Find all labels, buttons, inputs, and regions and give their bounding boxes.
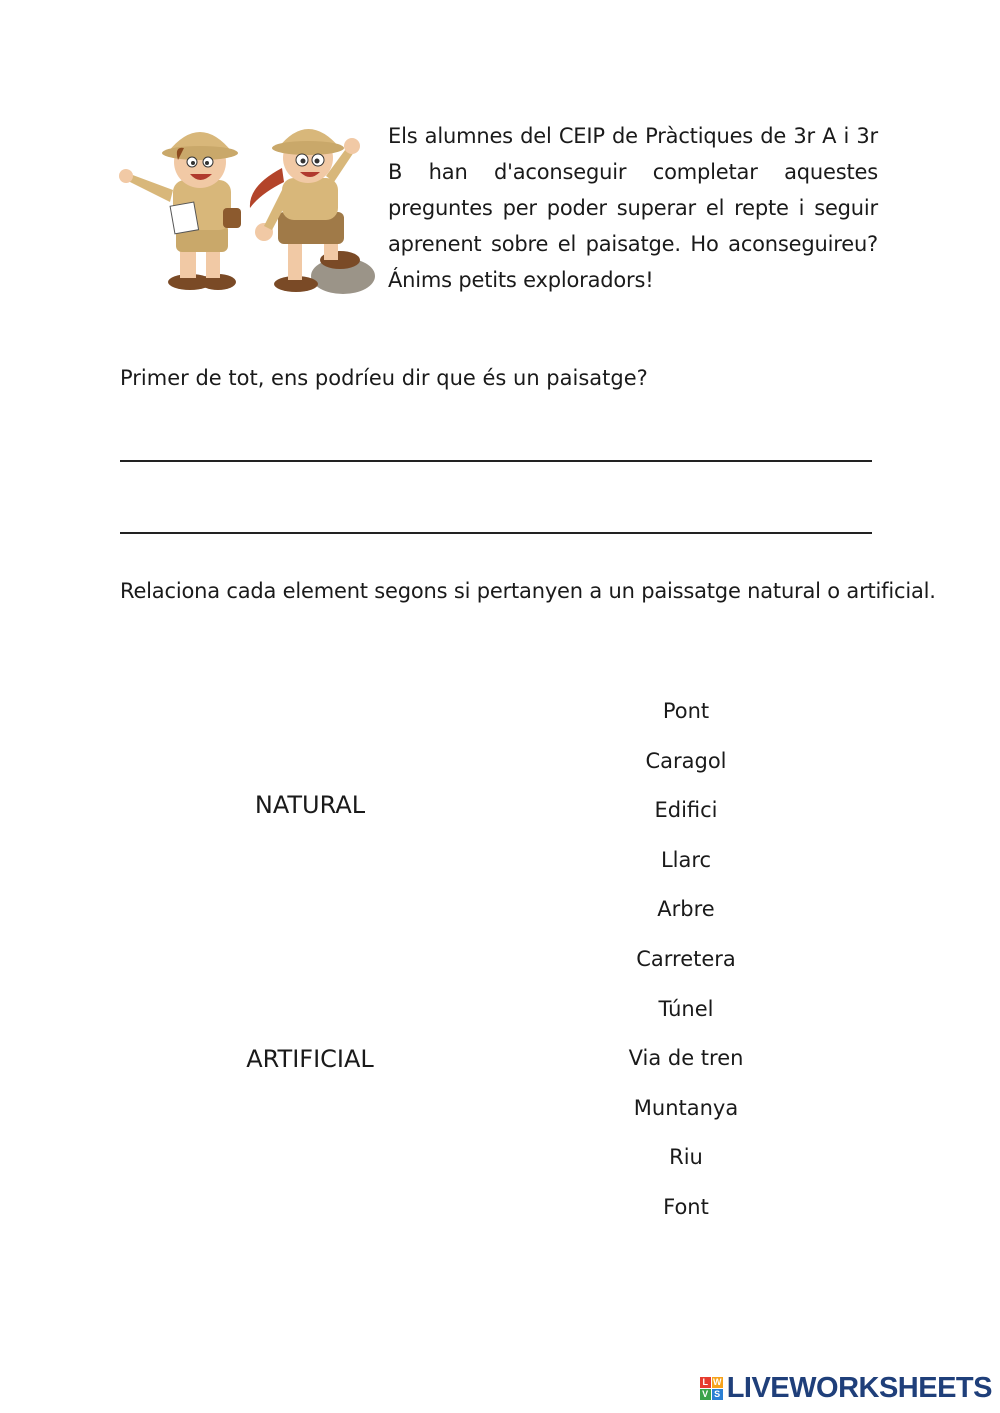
word-list [586, 693, 786, 1239]
instruction-text: Relaciona cada element segons si pertanyen a un paissatge natural o artificial. [120, 579, 936, 603]
word-item[interactable]: Pont [662, 699, 710, 723]
word-item[interactable]: Edifici [654, 798, 718, 823]
boy-explorer [119, 132, 241, 290]
word-item[interactable]: Llarc [660, 847, 712, 872]
question-text: Primer de tot, ens podríeu dir que és un paisatge? [120, 366, 648, 390]
logo-block: L [700, 1377, 711, 1388]
intro-paragraph: Els alumnes del CEIP de Pràctiques de 3r A i 3r B han d'aconseguir completar aquestes preguntes per poder superar el repte i seguir aprenent sobre el paisatge. Ho aconseguireu? Ánims petits exploradors! [388, 124, 878, 292]
answer-line-2[interactable] [120, 532, 872, 534]
category-natural[interactable]: NATURAL [254, 791, 366, 819]
liveworksheets-logo [700, 1372, 992, 1405]
logo-text: LIVEWORKSHEETS [726, 1372, 992, 1404]
answer-line-1[interactable] [120, 460, 872, 462]
word-item[interactable]: Font [663, 1194, 709, 1219]
explorer-kids-illustration [118, 116, 378, 298]
word-item[interactable]: Carretera [636, 946, 736, 971]
girl-explorer [250, 129, 375, 294]
word-item[interactable]: Riu [669, 1145, 703, 1170]
word-item[interactable]: Via de tren [628, 1046, 744, 1071]
logo-blocks-icon [700, 1377, 723, 1400]
word-item[interactable]: Arbre [657, 897, 715, 922]
logo-block: V [700, 1389, 711, 1400]
word-item[interactable]: Muntanya [633, 1095, 739, 1120]
word-item[interactable]: Caragol [645, 748, 727, 773]
logo-block: S [712, 1389, 723, 1400]
word-item[interactable]: Túnel [658, 996, 714, 1021]
category-artificial[interactable]: ARTIFICIAL [246, 1045, 374, 1073]
logo-block: W [712, 1377, 722, 1387]
